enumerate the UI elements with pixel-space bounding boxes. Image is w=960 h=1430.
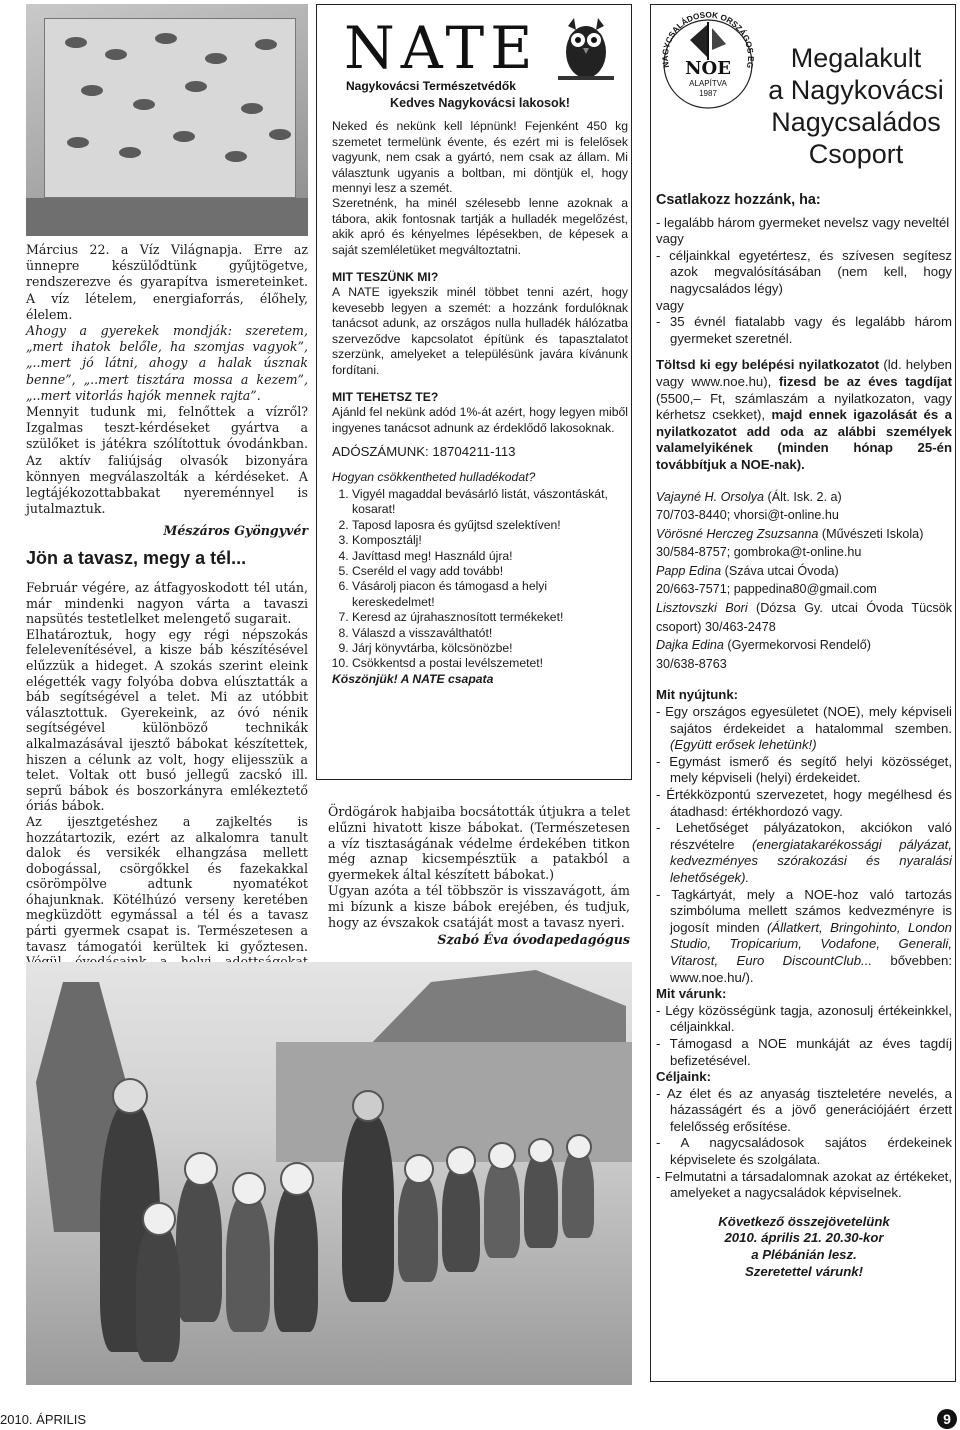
nate-signoff: Köszönjük! A NATE csapata: [332, 671, 494, 686]
offer-note: (Állatkert, Bringohinto, London Studio, Tropicarium, Vodafone, Generali, Vitarost, Euro DiscountClub...: [670, 919, 952, 968]
title-line: Nagycsaládos: [771, 107, 941, 137]
instruction-text: (5500,– Ft, számlaszám a nyilatkozaton, vagy kérhetsz csekket),: [656, 390, 952, 423]
article-paragraph: Elhatároztuk, hogy egy régi népszokás felelevenítésével, a kisze báb készítésével elűzzük a hideget. A szokás szerint eleink elégették vagy folyóba dobva elúsztatták a báb segítségével a telet. Mi az utóbbit választottuk. Gyerekeink, az óvó nénik segítségével különböző technikák alkalmazásával ijesztő bábokat készítettek, hiszen a célunk az volt, hogy elijesszük a telet. Voltak ott busó jellegű zacskó ill. seprű bábok és boszorkányra emlékeztető óriás bábok.: [26, 626, 308, 814]
next-meeting-greeting: Szeretettel várunk!: [745, 1263, 863, 1279]
spring-article-continued: [328, 804, 630, 948]
offer-item: - Értékközpontú szervezetet, hogy megélhesd és átadhasd: értékhordozó vagy.: [656, 787, 952, 819]
expect-item: - Légy közösségünk tagja, azonosulj értékeinkkel, céljainkkal.: [656, 1002, 952, 1035]
contact-name: Vörösné Herczeg Zsuzsanna: [656, 526, 819, 541]
nate-subheading: MIT TEHETSZ TE?: [332, 389, 439, 404]
nate-subtitle: Nagykovácsi Természetvédők: [346, 79, 516, 93]
contact-phone-email: 20/663-7571; pappedina80@gmail.com: [656, 582, 877, 597]
list-item: 8. Válaszd a visszaválthatót!: [352, 626, 628, 641]
article-paragraph: Március 22. a Víz Világnapja. Erre az ünnepre készülődtünk gyűjtögetve, rendszerezve és gyarapítva ismereteinket. A víz lételem, energiaforrás, élőhely, élelem.: [26, 242, 308, 322]
seal-founded: ALAPÍTVA: [689, 79, 727, 88]
next-meeting-place: a Plébánián lesz.: [751, 1247, 857, 1263]
goal-item: - Felmutatni a társadalomnak azokat az értékeket, amelyeket a nagycsaládok képviselnek.: [656, 1168, 952, 1201]
seal-text: NAGYCSALÁDOSOK ORSZÁGOS EG: [660, 10, 756, 70]
join-condition: - céljainkkal egyetértesz, és szívesen segítesz azok megvalósításában (nem kell, hogy nagycsaládos légy): [656, 247, 952, 296]
article-paragraph: Az ijesztgetéshez a zajkeltés is hozzátartozik, ezért az alkalomra tanult dalok és versikék elhangzása mellett dobogással, csörgőkkel és fazekakkal csörömpölve adtunk nyomatékot óhajunknak. Kötélhúzó verseny keretében megküzdött egymással a tél és a tavasz párti gyermek csapat is. Természetesen a tavasz támogatói kerültek ki győztesen.: [26, 813, 308, 954]
contact-phone-email: 30/584-8757; gombroka@t-online.hu: [656, 545, 862, 560]
contact-line: [656, 488, 952, 507]
nate-tips-heading: Hogyan csökkentheted hulladékodat?: [332, 469, 536, 484]
noe-title: [756, 42, 956, 170]
join-or: vagy: [656, 231, 684, 247]
ark-icon: [690, 22, 726, 60]
join-instructions: [656, 357, 952, 473]
list-item: 9. Járj könyvtárba, kölcsönözbe!: [352, 641, 628, 656]
article-paragraph: Ördögárok habjaiba bocsátották útjukra a telet elűzni hivatott kisze bábokat. (Természetesen a víz tisztaságának védelme érdekében titkon még aznap kicsempésztük a patakból a gyermekek által készített bábokat.): [328, 804, 630, 883]
expect-heading: Mit várunk:: [656, 986, 727, 1002]
nate-tax-number: ADÓSZÁMUNK: 18704211-113: [332, 444, 516, 460]
article-heading: Jön a tavasz, megy a tél...: [26, 548, 247, 568]
contact-phone-email: 70/703-8440; vhorsi@t-online.hu: [656, 508, 839, 523]
contact-detail: (Dózsa Gy. utcai Óvoda Tücsök csoport) 30/463-2478: [656, 601, 953, 634]
contact-line: [656, 525, 952, 544]
contact-line: [656, 599, 952, 636]
offer-note: (energiatakarékossági pályázat, kedvezményes szórakozási és nyaralási lehetőségek).: [670, 836, 952, 885]
article-paragraph: Ugyan azóta a tél többször is visszavágott, ám mi bízunk a kisze bábok erejében, és tudjuk, hogy az évszakok csatáját most a tavasz nyeri.: [328, 882, 630, 930]
title-line: Megalakult: [790, 43, 922, 73]
offer-item: [656, 887, 952, 987]
aquarium-artwork-photo: [26, 4, 308, 236]
instruction-bold: fizesd be az éves tagdíjat: [778, 373, 953, 389]
offer-link: bővebben: www.noe.hu/).: [670, 952, 952, 985]
instruction-text: (ld. helyben vagy www.noe.hu),: [656, 357, 952, 389]
nate-greeting: Kedves Nagykovácsi lakosok!: [390, 96, 570, 110]
instruction-bold: majd ennek igazolását és a nyilatkozatot add oda az alábbi személyek valamelyikének (minden hónap 25-én továbbítjuk a NOE-nak).: [656, 407, 952, 472]
list-item: 2. Taposd laposra és gyűjtsd szelektíven!: [352, 518, 628, 533]
nate-tips-list: [332, 487, 628, 672]
title-line: Csoport: [808, 139, 904, 169]
article-signature: Szabó Éva óvodapedagógus: [437, 932, 630, 948]
list-item: 1. Vigyél magaddal bevásárló listát, vászontáskát, kosarat!: [352, 487, 628, 518]
title-line: a Nagykovácsi: [768, 75, 944, 105]
instruction-bold: Töltsd ki egy belépési nyilatkozatot: [656, 357, 880, 373]
nate-paragraph: A NATE igyekszik minél többet tenni azért, hogy kevesebb legyen a szemét: a hozzánk fordulóknak tanácsot adunk, az országos nulla hulladék hálózatba szerveződve kapcsolatot építünk és tapasztalatot szerzünk, amelyeket a településünk javára kívánunk fordítani.: [332, 285, 628, 377]
list-item: 4. Javíttasd meg! Használd újra!: [352, 549, 628, 564]
seal-year: 1987: [699, 89, 717, 98]
goal-item: - Az élet és az anyaság tiszteletére nevelés, a házasságért és a jövő generációjáért érzett felelősség erősítése.: [656, 1085, 952, 1134]
nate-paragraph: Neked és nekünk kell lépnünk! Fejenként 450 kg szemetet termelünk évente, és ezért mi is felelősek vagyunk, nem csak a gyártó, nem csak az állam. Mi választunk ugyanis a boltban, mi döntjük el, hogy mennyi lesz a szemét.: [332, 119, 628, 196]
next-meeting-date: 2010. április 21. 20.30-kor: [724, 1230, 884, 1246]
noe-seal: [656, 10, 760, 114]
next-meeting-line: Következő összejövetelünk: [718, 1213, 890, 1229]
noe-seal-graphic: [656, 10, 760, 114]
goals-heading: Céljaink:: [656, 1069, 711, 1085]
nate-content: [332, 96, 628, 687]
kindergarten-parade-photo: [26, 962, 632, 1385]
article-paragraph: Február végére, az átfagyoskodott tél után, már mindenki nagyon várta a tavaszi napsütés testetlelket melengető sugarait.: [26, 580, 308, 627]
contact-line: [656, 636, 952, 655]
owl-icon: [558, 18, 614, 80]
contact-phone-email: 30/638-8763: [656, 656, 727, 671]
contact-detail: (Ált. Isk. 2. a): [767, 489, 842, 504]
spring-article: [26, 580, 308, 985]
contact-name: Lisztovszki Bori: [656, 601, 748, 616]
expect-item: - Támogasd a NOE munkáját az éves tagdíj befizetésével.: [656, 1035, 952, 1068]
contact-name: Vajayné H. Orsolya: [656, 489, 765, 504]
contact-name: Papp Edina: [656, 563, 722, 578]
offer-text: - Egy országos egyesületet (NOE), mely képviseli sajátos érdekeidet a hatalommal szemben.: [656, 704, 952, 736]
offer-note: (Együtt erősek lehetünk!): [670, 737, 817, 753]
article-paragraph-quote: Ahogy a gyerekek mondják: szeretem, „mert ihatok belőle, ha szomjas vagyok”, „..mert jó látni, ahogy a halak úsznak benne”, „..mert tisztára mossa a kezem”, „..mert vitorlás hajók mennek rajta”.: [26, 323, 308, 403]
list-item: 7. Keresd az újrahasznosított termékeket!: [352, 610, 628, 625]
nate-paragraph: Ajánld fel nekünk adód 1%-át azért, hogy legyen miből ingyenes tanácsot adnunk az érdeklődő lakosoknak.: [332, 405, 628, 435]
goal-item: - A nagycsaládosok sajátos érdekeinek képviselete és szolgálata.: [656, 1135, 952, 1168]
list-item: 10. Csökkentsd a postai levélszemetet!: [352, 656, 628, 671]
offer-heading: Mit nyújtunk:: [656, 687, 739, 703]
article-paragraph: Mennyit tudunk mi, felnőttek a vízről? Izgalmas teszt-kérdéseket gyártva a szülőket is játékra szólítottuk óvodánkban. Az aktív faliújság olvasók bizonyára könnyen megválaszolták a kérdéseket. A legtájékozottabbakat nyereménnyel is jutalmaztuk.: [26, 404, 308, 517]
offer-text: - Lehetőséget pályázatokon, akciókon való részvételre: [656, 820, 952, 852]
contact-name: Dajka Edina: [656, 638, 724, 653]
next-meeting: [656, 1214, 952, 1280]
nate-logo-graphic: [330, 10, 620, 100]
list-item: 5. Cseréld el vagy add tovább!: [352, 564, 628, 579]
nate-subheading: MIT TESZÜNK MI?: [332, 270, 439, 285]
join-condition: - legalább három gyermeket nevelsz vagy neveltél: [656, 214, 950, 230]
nate-wordmark: NATE: [344, 14, 539, 82]
page-number: 9: [937, 1409, 957, 1429]
noe-content: [656, 192, 952, 1280]
water-day-article: [26, 242, 308, 540]
list-item: 6. Vásárolj piacon és támogasd a helyi kereskedelmet!: [352, 579, 628, 610]
contact-detail: (Művészeti Iskola): [821, 526, 924, 541]
contact-detail: (Gyermekorvosi Rendelő): [727, 638, 871, 653]
join-heading: Csatlakozz hozzánk, ha:: [656, 192, 821, 208]
join-condition: - 35 évnél fiatalabb vagy és legalább három gyermeket szeretnél.: [656, 314, 952, 346]
contact-line: [656, 562, 952, 581]
offer-item: [656, 704, 952, 754]
nate-paragraph: Szeretnénk, ha minél szélesebb lenne azoknak a tábora, akik fontosnak tartják a hulladék megelőzést, akik apró és kényelmes lépésekben, de képesek a saját szemléletüket megváltoztatni.: [332, 196, 628, 257]
contact-list: [656, 488, 952, 674]
offer-item: - Egymást ismerő és segítő helyi közösséget, mely képviseli (helyi) érdekeidet.: [656, 753, 952, 786]
offer-item: [656, 820, 952, 886]
nate-logo: [330, 10, 620, 100]
join-or: vagy: [656, 297, 684, 313]
contact-detail: (Száva utcai Óvoda): [724, 563, 839, 578]
list-item: 3. Komposztálj!: [352, 533, 628, 548]
seal-mark: NOE: [685, 58, 731, 79]
offer-text: - Tagkártyát, mely a NOE-hoz való tartozás szimbóluma mellett számos kedvezményre is jogosít minden: [656, 886, 952, 935]
article-signature: Mészáros Gyöngyvér: [163, 523, 308, 539]
issue-date: 2010. ÁPRILIS: [0, 1412, 86, 1427]
